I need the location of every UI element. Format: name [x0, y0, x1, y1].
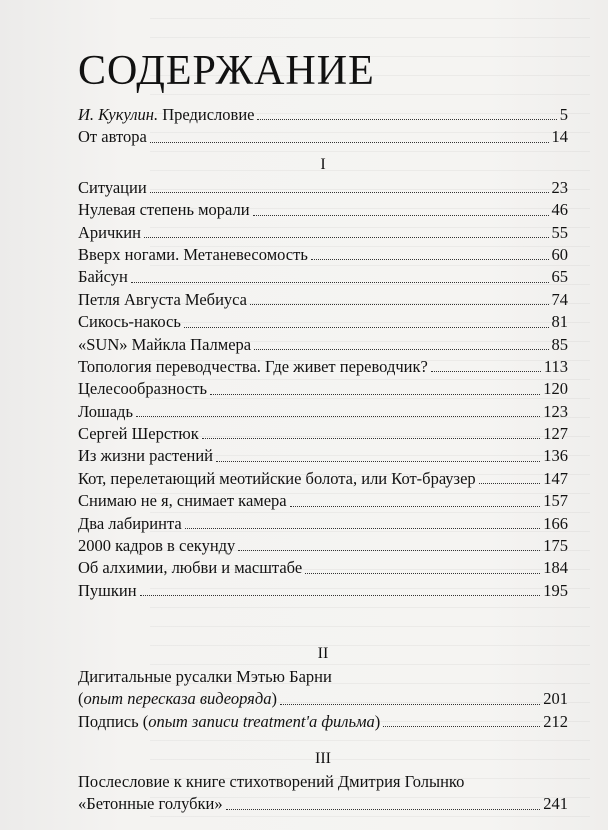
toc-entry [78, 490, 568, 512]
leader-dots [140, 595, 541, 596]
toc-entry [78, 580, 568, 602]
toc-entry [78, 311, 568, 333]
leader-dots [383, 726, 540, 727]
toc-page-number: 14 [551, 127, 568, 147]
toc-entry-title: Байсун [78, 267, 128, 287]
toc-entry-title: Два лабиринта [78, 513, 182, 533]
leader-dots [184, 327, 549, 328]
toc-entry [78, 266, 568, 288]
toc-page-number: 166 [543, 513, 568, 533]
toc-page-number: 5 [559, 105, 568, 124]
leader-dots [250, 304, 549, 305]
leader-dots [136, 416, 540, 417]
toc-entry [78, 177, 568, 199]
section-heading-1: I [320, 155, 326, 173]
toc-page-number: 201 [543, 689, 568, 709]
toc-entry-title-line [78, 771, 568, 793]
toc-entry-title: 2000 кадров в секунду [78, 536, 236, 556]
toc-page-number: 85 [551, 334, 568, 354]
toc-entry [78, 378, 568, 400]
toc-entry [78, 334, 568, 356]
toc-entry-title: Целесообразность [78, 379, 208, 399]
leader-dots [238, 550, 540, 551]
toc-page-number: 65 [551, 267, 568, 287]
toc-entry-title: Топология переводчества. Где живет переводчик? [78, 356, 428, 376]
leader-dots [150, 192, 549, 193]
toc-page-number: 136 [543, 446, 568, 466]
leader-dots [253, 215, 549, 216]
toc-entry-title: Сергей Шерстюк [78, 424, 199, 444]
toc-entry-title-line [78, 666, 568, 688]
toc-entry [78, 535, 568, 557]
toc-entry [78, 445, 568, 467]
toc-entry-author: И. Кукулин. [78, 105, 159, 124]
toc-entry-subtitle: опыт пересказа видеоряда [83, 689, 272, 709]
toc-entry [78, 244, 568, 266]
toc-page-number: 195 [543, 580, 568, 600]
toc-entry-title: Ситуации [78, 177, 147, 197]
toc-page-number: 55 [551, 222, 568, 242]
toc-entry-signature: Подпись (опыт записи treatment'а фильма) 212 [78, 711, 568, 733]
toc-entry-from-author [78, 126, 568, 148]
toc-page-number: 127 [543, 424, 568, 444]
toc-entry [78, 468, 568, 490]
toc-entry-title: Сикось-накось [78, 312, 181, 332]
section-1-entries [78, 177, 568, 602]
toc-entry-title: «SUN» Майкла Палмера [78, 334, 252, 354]
toc-entry [78, 222, 568, 244]
toc-entry [78, 401, 568, 423]
toc-entry-preface [78, 104, 568, 126]
section-heading-3: III [315, 749, 331, 767]
toc-page-number: 23 [551, 177, 568, 197]
toc-entry [78, 356, 568, 378]
toc-entry-title: Дигитальные русалки Мэтью Барни [78, 667, 332, 687]
toc-page-number: 184 [543, 558, 568, 578]
toc-entry-title: Пушкин [78, 580, 137, 600]
toc-entry-title: Об алхимии, любви и масштабе [78, 558, 303, 578]
toc-page-number: 147 [543, 468, 568, 488]
toc-entry [78, 513, 568, 535]
toc-entry [78, 423, 568, 445]
toc-entry-afterword [78, 793, 568, 815]
leader-dots [305, 573, 540, 574]
toc-entry-title: Предисловие [158, 105, 255, 124]
table-of-contents [78, 104, 568, 816]
toc-entry [78, 557, 568, 579]
leader-dots [311, 259, 549, 260]
toc-page-number: 60 [551, 244, 568, 264]
leader-dots [290, 506, 541, 507]
toc-entry-title: От автора [78, 127, 147, 147]
leader-dots [254, 349, 548, 350]
toc-entry-title: Петля Августа Мебиуса [78, 289, 247, 309]
toc-entry-title: Кот, перелетающий меотийские болота, или Кот-браузер [78, 468, 476, 488]
leader-dots [479, 483, 541, 484]
toc-page-number: 46 [551, 200, 568, 220]
toc-entry [78, 289, 568, 311]
leader-dots [131, 282, 549, 283]
toc-entry-subtitle: опыт записи treatment'а фильма [148, 711, 375, 731]
section-heading-2: II [317, 645, 329, 663]
toc-entry-title: Из жизни растений [78, 446, 214, 466]
leader-dots [257, 119, 556, 120]
toc-page-number: 157 [543, 491, 568, 511]
leader-dots [280, 704, 540, 705]
leader-dots [210, 394, 540, 395]
toc-entry-title: Аричкин [78, 222, 141, 242]
leader-dots [144, 237, 549, 238]
toc-page-number: 120 [543, 379, 568, 399]
toc-page-number: 81 [551, 312, 568, 332]
page-title: СОДЕРЖАНИЕ [78, 48, 375, 94]
toc-entry [78, 199, 568, 221]
toc-page-number: 175 [543, 536, 568, 556]
toc-page-number: 212 [543, 711, 568, 731]
toc-page-number: 74 [551, 289, 568, 309]
leader-dots [150, 142, 549, 143]
toc-entry-title: «Бетонные голубки» [78, 794, 223, 814]
leader-dots [202, 438, 541, 439]
toc-entry-title: Послесловие к книге стихотворений Дмитрия Голынко [78, 771, 465, 791]
toc-entry-barney: (опыт пересказа видеоряда) 201 [78, 688, 568, 710]
toc-entry-title: Нулевая степень морали [78, 200, 250, 220]
toc-entry-title: Снимаю не я, снимает камера [78, 491, 287, 511]
leader-dots [226, 809, 541, 810]
toc-entry-title: Лошадь [78, 401, 133, 421]
leader-dots [431, 371, 541, 372]
leader-dots [185, 528, 541, 529]
toc-page-number: 123 [543, 401, 568, 421]
leader-dots [216, 461, 540, 462]
toc-page-number: 241 [543, 794, 568, 814]
toc-entry-title: Вверх ногами. Метаневесомость [78, 244, 308, 264]
toc-page-number: 113 [543, 356, 568, 376]
